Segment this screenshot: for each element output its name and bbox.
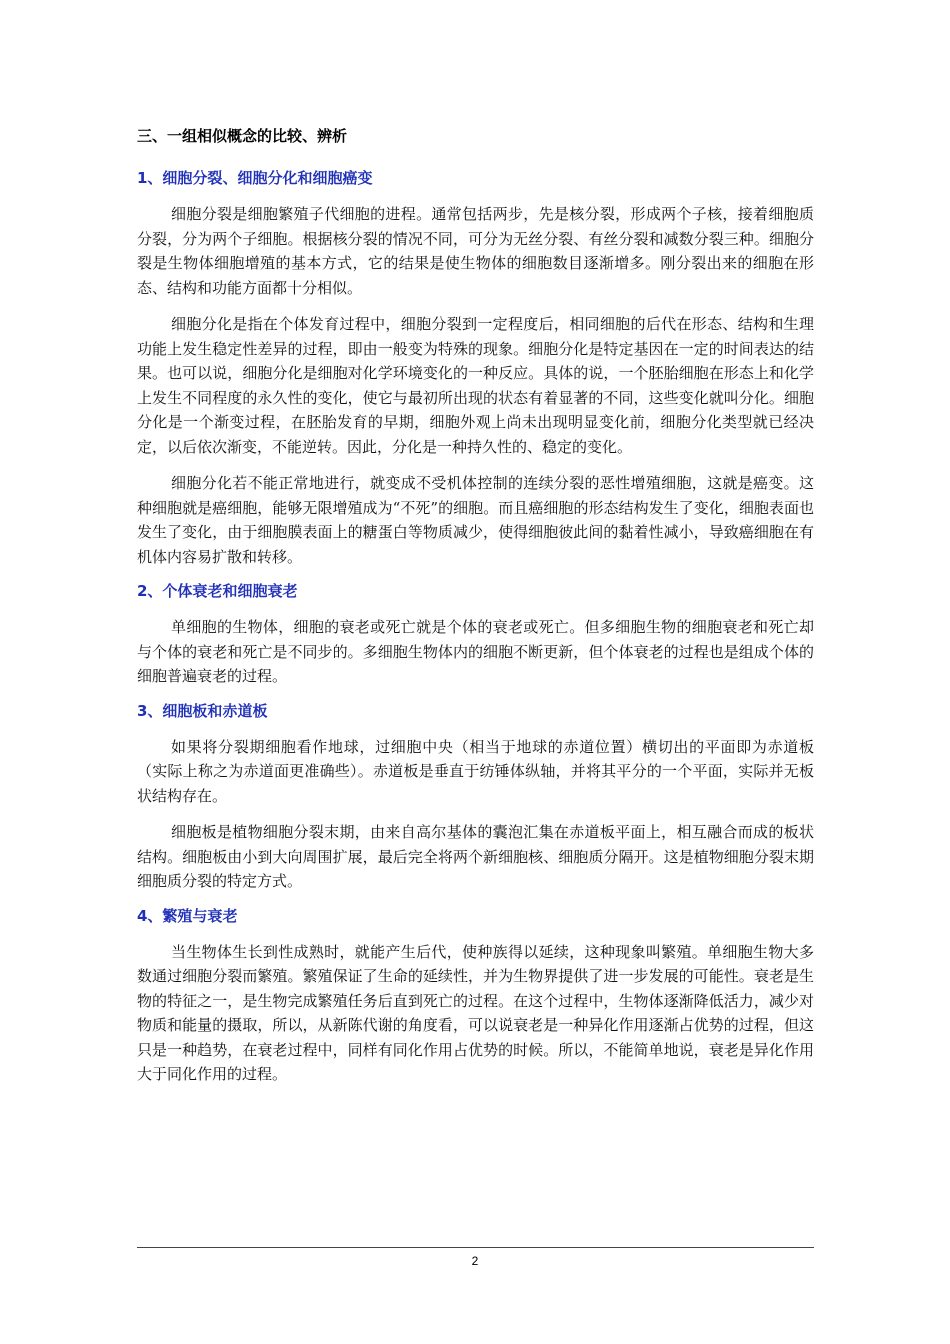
paragraph: 细胞分化是指在个体发育过程中，细胞分裂到一定程度后，相同细胞的后代在形态、结构和生理功能上发生稳定性差异的过程，即由一般变为特殊的现象。细胞分化是特定基因在一定的时间表达的结果。也可以说，细胞分化是细胞对化学环境变化的一种反应。具体的说，一个胚胎细胞在形态上和化学上发生不同程度的永久性的变化，使它与最初所出现的状态有着显著的不同，这些变化就叫分化。细胞分化是一个渐变过程，在胚胎发育的早期，细胞外观上尚未出现明显变化前，细胞分化类型就已经决定，以后依次渐变，不能逆转。因此，分化是一种持久性的、稳定的变化。 <box>137 315 814 456</box>
subsection-2 <box>137 581 814 689</box>
section-title: 三、一组相似概念的比较、辨析 <box>137 127 348 145</box>
subsection-heading: 2、个体衰老和细胞衰老 <box>137 582 298 600</box>
document-body <box>137 126 814 1099</box>
paragraph: 当生物体生长到性成熟时，就能产生后代，使种族得以延续，这种现象叫繁殖。单细胞生物大多数通过细胞分裂而繁殖。繁殖保证了生命的延续性，并为生物界提供了进一步发展的可能性。衰老是生物的特征之一，是生物完成繁殖任务后直到死亡的过程。在这个过程中，生物体逐渐降低活力，减少对物质和能量的摄取，所以，从新陈代谢的角度看，可以说衰老是一种异化作用逐渐占优势的过程，但这只是一种趋势，在衰老过程中，同样有同化作用占优势的时候。所以，不能简单地说，衰老是异化作用大于同化作用的过程。 <box>137 942 814 1083</box>
subsection-heading: 1、细胞分裂、细胞分化和细胞癌变 <box>137 169 373 187</box>
footer-divider <box>137 1247 814 1248</box>
subsection-1 <box>137 168 814 569</box>
paragraph: 如果将分裂期细胞看作地球，过细胞中央（相当于地球的赤道位置）横切出的平面即为赤道板（实际上称之为赤道面更准确些）。赤道板是垂直于纺锤体纵轴，并将其平分的一个平面，实际并无板状结构存在。 <box>137 737 814 805</box>
paragraph: 单细胞的生物体，细胞的衰老或死亡就是个体的衰老或死亡。但多细胞生物的细胞衰老和死亡却与个体的衰老和死亡是不同步的。多细胞生物体内的细胞不断更新，但个体衰老的过程也是组成个体的细胞普遍衰老的过程。 <box>137 618 814 685</box>
subsection-heading: 4、繁殖与衰老 <box>137 906 238 925</box>
paragraph: 细胞板是植物细胞分裂末期，由来自高尔基体的囊泡汇集在赤道板平面上，相互融合而成的板状结构。细胞板由小到大向周围扩展，最后完全将两个新细胞核、细胞质分隔开。这是植物细胞分裂末期细胞质分裂的特定方式。 <box>137 823 814 890</box>
subsection-4 <box>137 906 814 1087</box>
paragraph: 细胞分化若不能正常地进行，就变成不受机体控制的连续分裂的恶性增殖细胞，这就是癌变。这种细胞就是癌细胞，能够无限增殖成为“不死”的细胞。而且癌细胞的形态结构发生了变化，细胞表面也发生了变化，由于细胞膜表面上的糖蛋白等物质减少，使得细胞彼此间的黏着性减小，导致癌细胞在有机体内容易扩散和转移。 <box>137 474 814 566</box>
paragraph: 细胞分裂是细胞繁殖子代细胞的进程。通常包括两步，先是核分裂，形成两个子核，接着细胞质分裂，分为两个子细胞。根据核分裂的情况不同，可分为无丝分裂、有丝分裂和减数分裂三种。细胞分裂是生物体细胞增殖的基本方式，它的结果是使生物体的细胞数目逐渐增多。刚分裂出来的细胞在形态、结构和功能方面都十分相似。 <box>137 205 814 297</box>
page-number: 2 <box>471 1254 479 1268</box>
subsection-3 <box>137 701 814 894</box>
subsection-heading: 3、细胞板和赤道板 <box>137 701 268 720</box>
